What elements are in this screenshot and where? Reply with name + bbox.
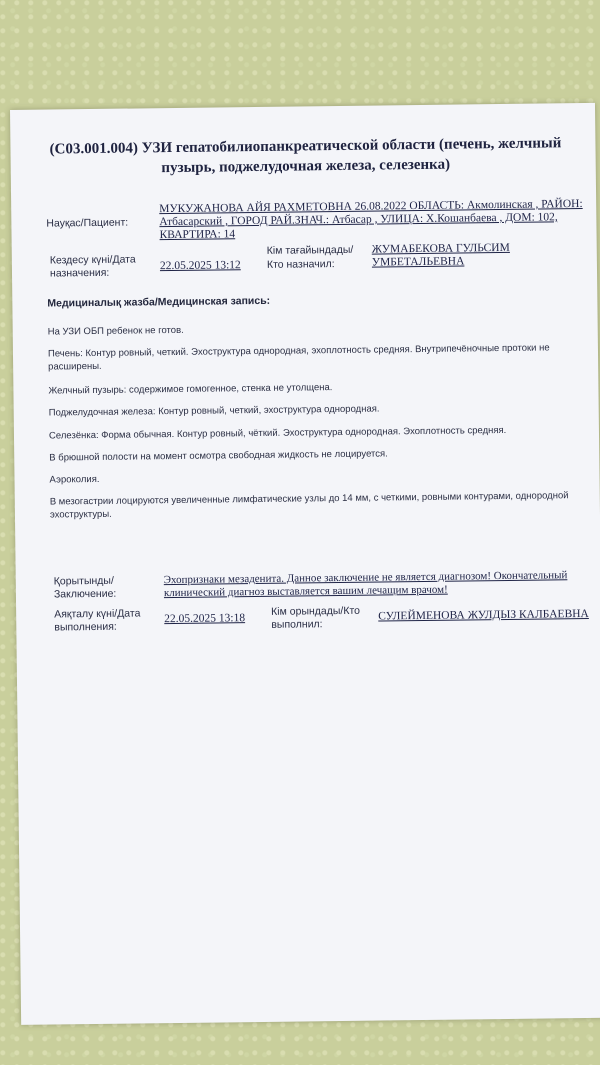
done-by-label-1: Кім орындады/Кто — [271, 604, 361, 618]
record-header: Медициналық жазба/Медицинская запись: — [47, 294, 271, 310]
document-sheet — [10, 103, 600, 1025]
done-date-label-1: Аяқталу күні/Дата — [54, 607, 141, 621]
patient-line-3: КВАРТИРА: 14 — [159, 228, 236, 242]
patient-line-1: МУКУЖАНОВА АЙЯ РАХМЕТОВНА 26.08.2022 ОБЛАСТЬ: Акмолинская , РАЙОН: — [159, 198, 583, 216]
conclusion-label-1: Қорытынды/ — [53, 574, 114, 588]
appointed-by-line-2: УМБЕТАЛЬЕВНА — [371, 255, 465, 269]
appointed-by-label-2: Кто назначил: — [266, 258, 335, 271]
record-paragraph-6: В брюшной полости на момент осмотра свободная жидкость не лоцируется. — [49, 448, 388, 464]
record-paragraph-1: На УЗИ ОБП ребенок не готов. — [47, 324, 184, 338]
record-paragraph-4: Поджелудочная железа: Контур ровный, четкий, эхоструктура однородная. — [48, 403, 380, 419]
record-paragraph-8: В мезогастрии лоцируются увеличенные лимфатические узлы до 14 мм, с четкими, ровными контурами, однородной эхоструктуры. — [49, 490, 569, 521]
document-title: (С03.001.004) УЗИ гепатобилиопанкреатической области (печень, желчный пузырь, поджелудочная железа, селезенка) — [49, 135, 562, 177]
patient-label: Науқас/Пациент: — [46, 216, 129, 230]
patient-line-2: Атбасарский , ГОРОД РАЙ.ЗНАЧ.: Атбасар , УЛИЦА: Х.Кошанбаева , ДОМ: 102, — [159, 211, 558, 229]
record-paragraph-5: Селезёнка: Форма обычная. Контур ровный, чёткий. Эхоструктура однородная. Эхоплотность средняя. — [48, 424, 507, 442]
conclusion-line-2: клинический диагноз выставляется вашим лечащим врачом! — [163, 583, 448, 600]
done-date-label-2: выполнения: — [54, 620, 117, 634]
done-date-value: 22.05.2025 13:18 — [164, 612, 246, 626]
done-by-label-2: выполнил: — [271, 618, 323, 631]
appoint-date-value: 22.05.2025 13:12 — [159, 259, 241, 273]
conclusion-line-1: Эхопризнаки мезаденита. Данное заключение не является диагнозом! Окончательный — [163, 569, 568, 587]
appointed-by-label-1: Кім тағайындады/ — [266, 243, 354, 257]
done-by-value: СУЛЕЙМЕНОВА ЖУЛДЫЗ КАЛБАЕВНА — [378, 607, 589, 623]
record-paragraph-2: Печень: Контур ровный, четкий. Эхоструктура однородная, эхоплотность средняя. Внутрипечёночные протоки не расширены. — [47, 342, 550, 373]
appoint-date-label-2: назначения: — [49, 266, 110, 280]
conclusion-label-2: Заключение: — [53, 587, 117, 601]
record-paragraph-7: Аэроколия. — [49, 473, 100, 486]
appoint-date-label-1: Кездесу күні/Дата — [49, 253, 136, 267]
record-paragraph-3: Желчный пузырь: содержимое гомогенное, стенка не утолщена. — [48, 382, 333, 397]
appointed-by-line-1: ЖУМАБЕКОВА ГУЛЬСИМ — [371, 241, 510, 256]
